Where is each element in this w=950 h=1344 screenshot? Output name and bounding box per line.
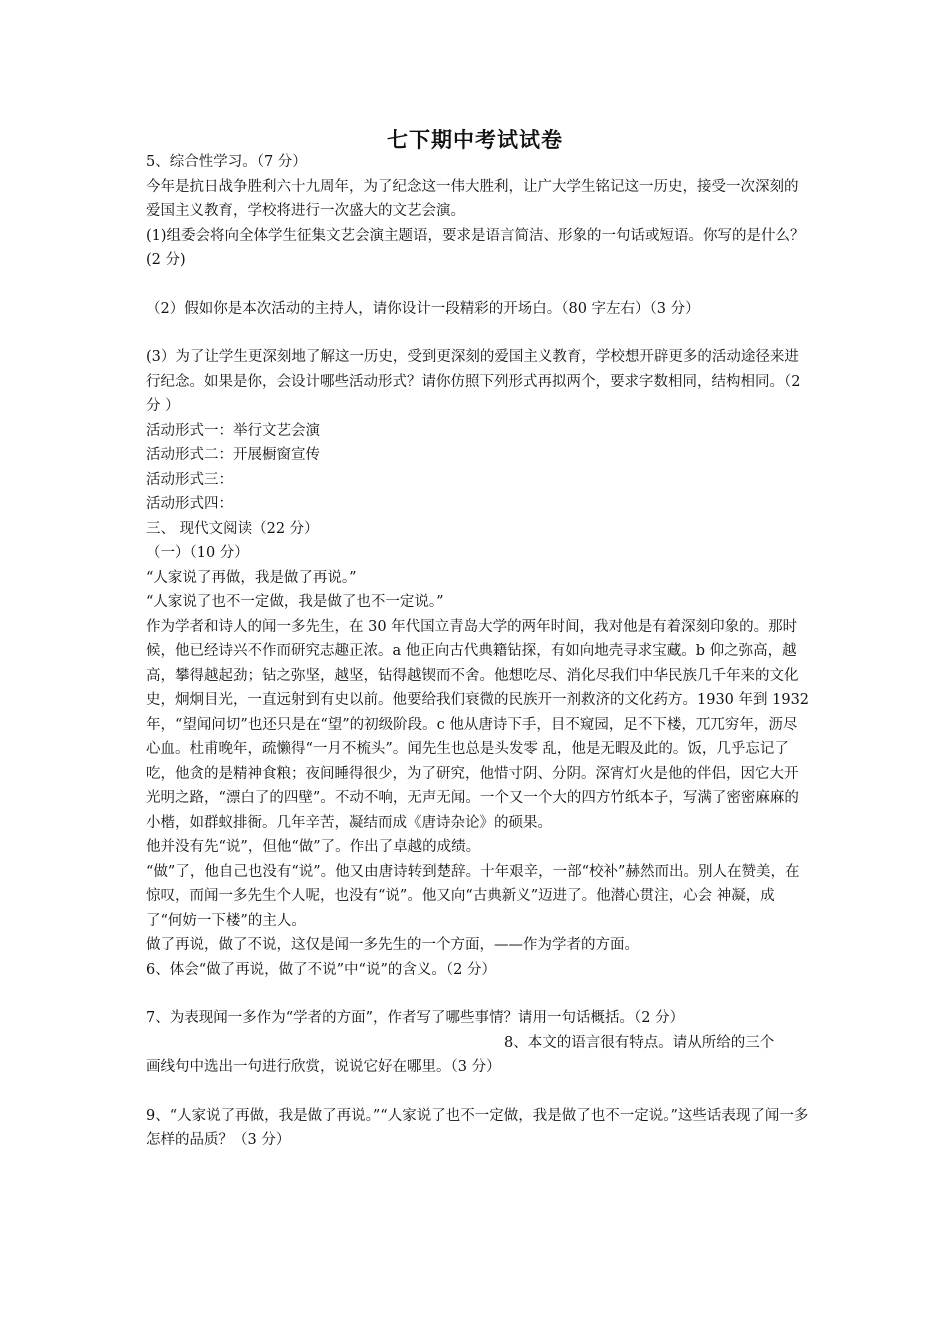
q5-sub3: (3）为了让学生更深刻地了解这一历史，受到更深刻的爱国主义教育，学校想开辟更多的活动途径来进行纪念。如果是你，会设计哪些活动形式？请你仿照下列形式再拟两个，要求字数相同，结构相同。（2 分 ） [146, 349, 806, 414]
exam-content [146, 150, 814, 1153]
q7: 7、为表现闻一多作为“学者的方面”，作者写了哪些事情？请用一句话概括。（2 分） [146, 1010, 685, 1026]
q5-sub2: （2）假如你是本次活动的主持人，请你设计一段精彩的开场白。（80 字左右）（3 分） [146, 300, 700, 317]
quote-1: “人家说了再做，我是做了再说。” [146, 569, 357, 586]
q8-line-2: 画线句中选出一句进行欣赏，说说它好在哪里。（3 分） [146, 1059, 501, 1075]
q5-sub1: (1)组委会将向全体学生征集文艺会演主题语，要求是语言简洁、形象的一句话或短语。你写的是什么？(2 分) [146, 227, 805, 268]
activity-form-4: 活动形式四： [146, 496, 233, 512]
activity-form-2: 活动形式二：开展橱窗宣传 [146, 447, 320, 463]
passage-paragraph-4: 做了再说，做了不说，这仅是闻一多先生的一个方面，——作为学者的方面。 [146, 937, 639, 953]
q6: 6、体会“做了再说，做了不说”中“说”的含义。（2 分） [146, 961, 496, 978]
activity-form-1: 活动形式一：举行文艺会演 [146, 422, 320, 439]
section-3-part-1: （一）（10 分） [146, 545, 249, 561]
section-3-header: 三、 现代文阅读（22 分） [146, 520, 319, 537]
answer-space [146, 1080, 810, 1104]
answer-space [146, 273, 810, 297]
page-title: 七下期中考试试卷 [387, 127, 563, 152]
quote-2: “人家说了也不一定做，我是做了也不一定说。” [146, 594, 444, 610]
answer-space [146, 982, 810, 1006]
q5-header: 5、综合性学习。（7 分） [146, 154, 307, 170]
q9: 9、“人家说了再做，我是做了再说。”“人家说了也不一定做，我是做了也不一定说。”这些话表现了闻一多怎样的品质？（3 分） [146, 1107, 809, 1148]
passage-paragraph-3: “做”了，他自己也没有“说”。他又由唐诗转到楚辞。十年艰辛，一部“校补”赫然而出。别人在赞美，在惊叹，而闻一多先生个人呢，也没有“说”。他又向“古典新义”迈进了。他潜心贯注，心会 神凝，成了“何妨一下楼”的主人。 [146, 863, 800, 929]
answer-space [146, 321, 810, 345]
q5-intro: 今年是抗日战争胜利六十九周年，为了纪念这一伟大胜利，让广大学生铭记这一历史，接受一次深刻的爱国主义教育，学校将进行一次盛大的文艺会演。 [146, 178, 799, 219]
q8-line-1: 8、本文的语言很有特点。请从所给的三个 [504, 1034, 775, 1051]
activity-form-3: 活动形式三： [146, 471, 233, 488]
passage-paragraph-2: 他并没有先“说”，但他“做”了。作出了卓越的成绩。 [146, 839, 481, 855]
passage-paragraph-1: 作为学者和诗人的闻一多先生，在 30 年代国立青岛大学的两年时间，我对他是有着深刻印象的。那时候，他已经诗兴不作而研究志趣正浓。a 他正向古代典籍钻探，有如向地壳寻求宝藏。b 仰之弥高，越高，攀得越起劲；钻之弥坚，越坚，钻得越锲而不舍。他想吃尽、消化尽我们中华民族几千年来的文化史，炯炯目光，一直远射到有史以前。他要给我们衰微的民族开一剂救济的文化药方。1930 年到 1932 年，“望闻问切”也还只是在“望”的初级阶段。c 他从唐诗下手，目不窥园，足不下楼，兀兀穷年，沥尽心血。杜甫晚年，疏懒得“一月不梳头”。闻先生也总是头发零 乱，他是无暇及此的。饭，几乎忘记了吃，他贪的是精神食粮；夜间睡得很少，为了研究，他惜寸阴、分阴。深宵灯火是他的伴侣，因它大开光明之路，“漂白了的四壁”。不动不响，无声无闻。一个又一个大的四方竹纸本子，写满了密密麻麻的小楷，如群蚁排衙。几年辛苦，凝结而成《唐诗杂论》的硕果。 [146, 618, 814, 831]
